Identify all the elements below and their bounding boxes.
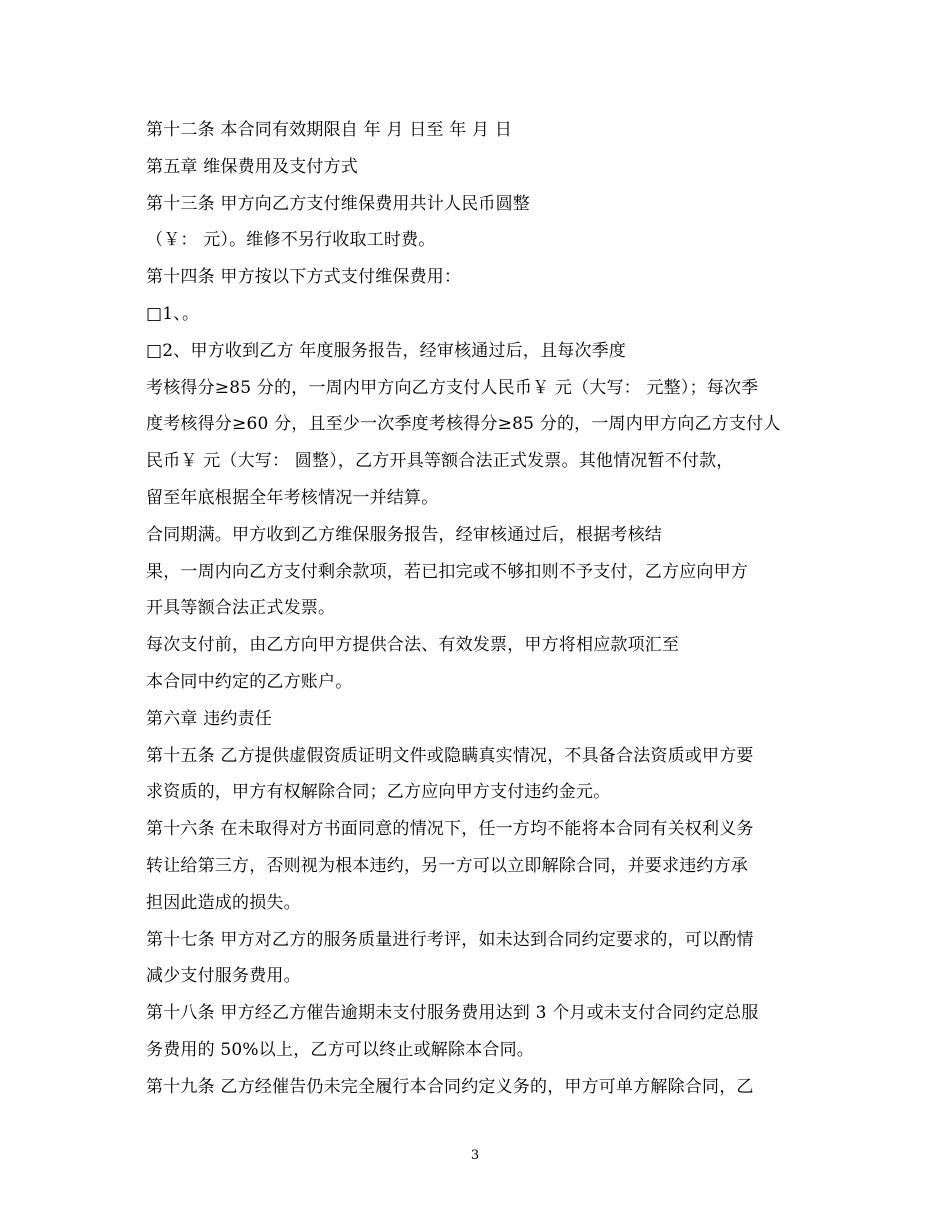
text-line: （￥： 元）。维修不另行收取工时费。 bbox=[146, 230, 436, 251]
chapter-heading: 第五章 维保费用及支付方式 bbox=[146, 156, 359, 177]
document-body bbox=[146, 116, 816, 1110]
text-line: 开具等额合法正式发票。 bbox=[146, 598, 336, 619]
text-line: 转让给第三方，否则视为根本违约，另一方可以立即解除合同，并要求违约方承 bbox=[146, 855, 748, 876]
text-line: 留至年底根据全年考核情况一并结算。 bbox=[146, 487, 439, 508]
text-line: 第十九条 乙方经催告仍未完全履行本合同约定义务的，甲方可单方解除合同，乙 bbox=[146, 1076, 754, 1097]
text-line: 合同期满。甲方收到乙方维保服务报告，经审核通过后，根据考核结 bbox=[146, 524, 662, 545]
text-line: 第十三条 甲方向乙方支付维保费用共计人民币圆整 bbox=[146, 193, 531, 214]
text-line: 第十六条 在未取得对方书面同意的情况下，任一方均不能将本合同有关权利义务 bbox=[146, 819, 754, 840]
text-line: 第十八条 甲方经乙方催告逾期未支付服务费用达到 3 个月或未支付合同约定总服 bbox=[146, 1003, 759, 1024]
text-line: 本合同中约定的乙方账户。 bbox=[146, 671, 353, 692]
checkbox-option-line: □2、甲方收到乙方 年度服务报告，经审核通过后，且每次季度 bbox=[146, 340, 627, 361]
text-line: 第十五条 乙方提供虚假资质证明文件或隐瞒真实情况，不具备合法资质或甲方要 bbox=[146, 745, 754, 766]
text-line: 求资质的，甲方有权解除合同；乙方应向甲方支付违约金元。 bbox=[146, 782, 611, 803]
text-line: 每次支付前，由乙方向甲方提供合法、有效发票，甲方将相应款项汇至 bbox=[146, 635, 680, 656]
text-line: 度考核得分≥60 分，且至少一次季度考核得分≥85 分的，一周内甲方向乙方支付人 bbox=[146, 414, 781, 435]
text-line: 担因此造成的损失。 bbox=[146, 892, 301, 913]
text-line: 考核得分≥85 分的，一周内甲方向乙方支付人民币￥ 元（大写： 元整）；每次季 bbox=[146, 377, 759, 398]
page-number: 3 bbox=[470, 1148, 480, 1163]
text-line: 务费用的 50%以上，乙方可以终止或解除本合同。 bbox=[146, 1039, 534, 1060]
text-line: 第十四条 甲方按以下方式支付维保费用： bbox=[146, 267, 462, 288]
text-line: 第十七条 甲方对乙方的服务质量进行考评，如未达到合同约定要求的，可以酌情 bbox=[146, 929, 754, 950]
checkbox-option-line: □1、。 bbox=[146, 303, 200, 324]
text-line: 第十二条 本合同有效期限自 年 月 日至 年 月 日 bbox=[146, 120, 513, 140]
text-line: 果，一周内向乙方支付剩余款项，若已扣完或不够扣则不予支付，乙方应向甲方 bbox=[146, 561, 748, 582]
text-line: 减少支付服务费用。 bbox=[146, 966, 301, 987]
text-line: 民币￥ 元（大写： 圆整），乙方开具等额合法正式发票。其他情况暂不付款， bbox=[146, 451, 734, 472]
chapter-heading: 第六章 违约责任 bbox=[146, 708, 273, 729]
